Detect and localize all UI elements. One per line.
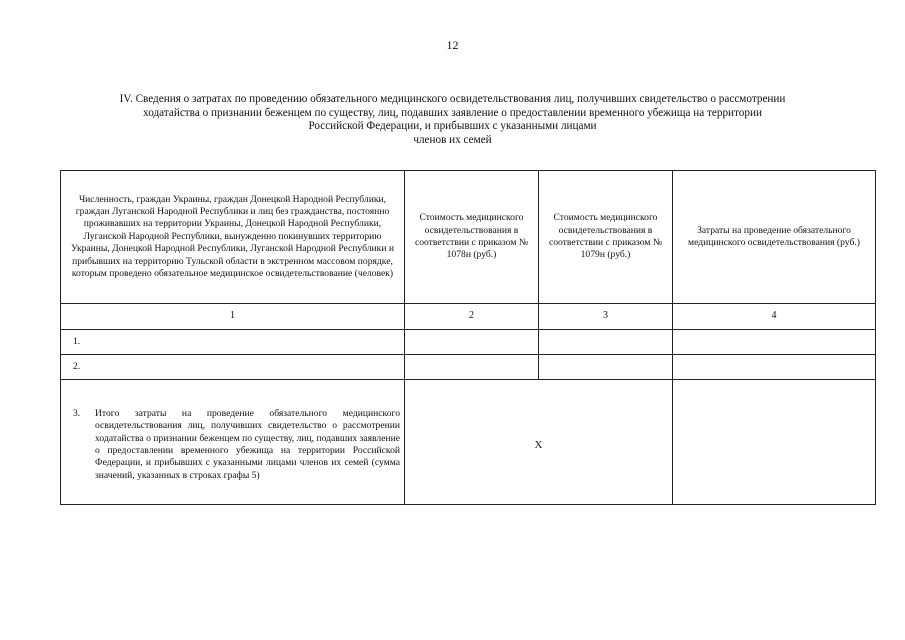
table-row — [61, 330, 876, 355]
section-title-line: IV. Сведения о затратах по проведению обязательного медицинского освидетельствования лиц, получивших свидетельство о рассмотрении — [119, 93, 786, 105]
column-header-cost-1078n-text: Стоимость медицинского освидетельствования в соответствии с приказом № 1078н (руб.) — [414, 212, 529, 261]
column-header-count — [61, 171, 405, 304]
section-title-line: Российской Федерации, и прибывших с указанными лицами — [308, 120, 597, 132]
table-cell — [539, 330, 673, 355]
section-title-line: членов их семей — [413, 133, 492, 146]
table-header-row — [61, 171, 876, 304]
table-cell — [405, 355, 539, 380]
table-cell — [405, 330, 539, 355]
total-row — [61, 380, 876, 505]
table-cell — [539, 355, 673, 380]
column-number: 2 — [405, 304, 539, 330]
total-description-cell — [61, 380, 405, 505]
row-number-label: 1. — [61, 330, 405, 355]
total-value-cell — [673, 380, 876, 505]
costs-table — [60, 170, 876, 505]
column-number: 1 — [61, 304, 405, 330]
page-number: 12 — [446, 38, 459, 52]
merged-x-cell: X — [405, 380, 673, 505]
table-cell — [673, 330, 876, 355]
section-title — [60, 93, 845, 147]
row-number-label: 2. — [61, 355, 405, 380]
column-header-total-expenses — [673, 171, 876, 304]
total-row-text: Итого затраты на проведение обязательного медицинского освидетельствования лиц, получивших свидетельство о рассмотрении ходатайства о признании беженцем по существу, лиц, подавших заявление о предоставлении временного убежища на территории Российской Федерации, и прибывших с указанными лицами членов их семей (сумма значений, указанных в строках графы 5) — [95, 407, 400, 481]
column-header-count-text: Численность, граждан Украины, граждан Донецкой Народной Республики, граждан Луганской Народной Республики и лиц без гражданства, постоянно проживавших на территории Украины, Донецкой Народной Республики, Луганской Народной Республики, вынужденно покинувших территорию Украины, Донецкой Народной Республики, Луганской Народной Республики и прибывших на территорию Тульской области в экстренном массовом порядке, которым проведено обязательное медицинское освидетельствование (человек) — [71, 193, 394, 280]
column-number: 3 — [539, 304, 673, 330]
column-number-row — [61, 304, 876, 330]
table-cell — [673, 355, 876, 380]
total-row-index: 3. — [73, 407, 81, 419]
section-title-line: ходатайства о признании беженцем по существу, лиц, подавших заявление о предоставлении временного убежища на территории — [143, 106, 762, 119]
column-header-total-expenses-text: Затраты на проведение обязательного медицинского освидетельствования (руб.) — [688, 224, 860, 248]
column-number: 4 — [673, 304, 876, 330]
column-header-cost-1079n — [539, 171, 673, 304]
column-header-cost-1079n-text: Стоимость медицинского освидетельствования в соответствии с приказом № 1079н (руб.) — [548, 212, 663, 261]
column-header-cost-1078n — [405, 171, 539, 304]
table-row — [61, 355, 876, 380]
